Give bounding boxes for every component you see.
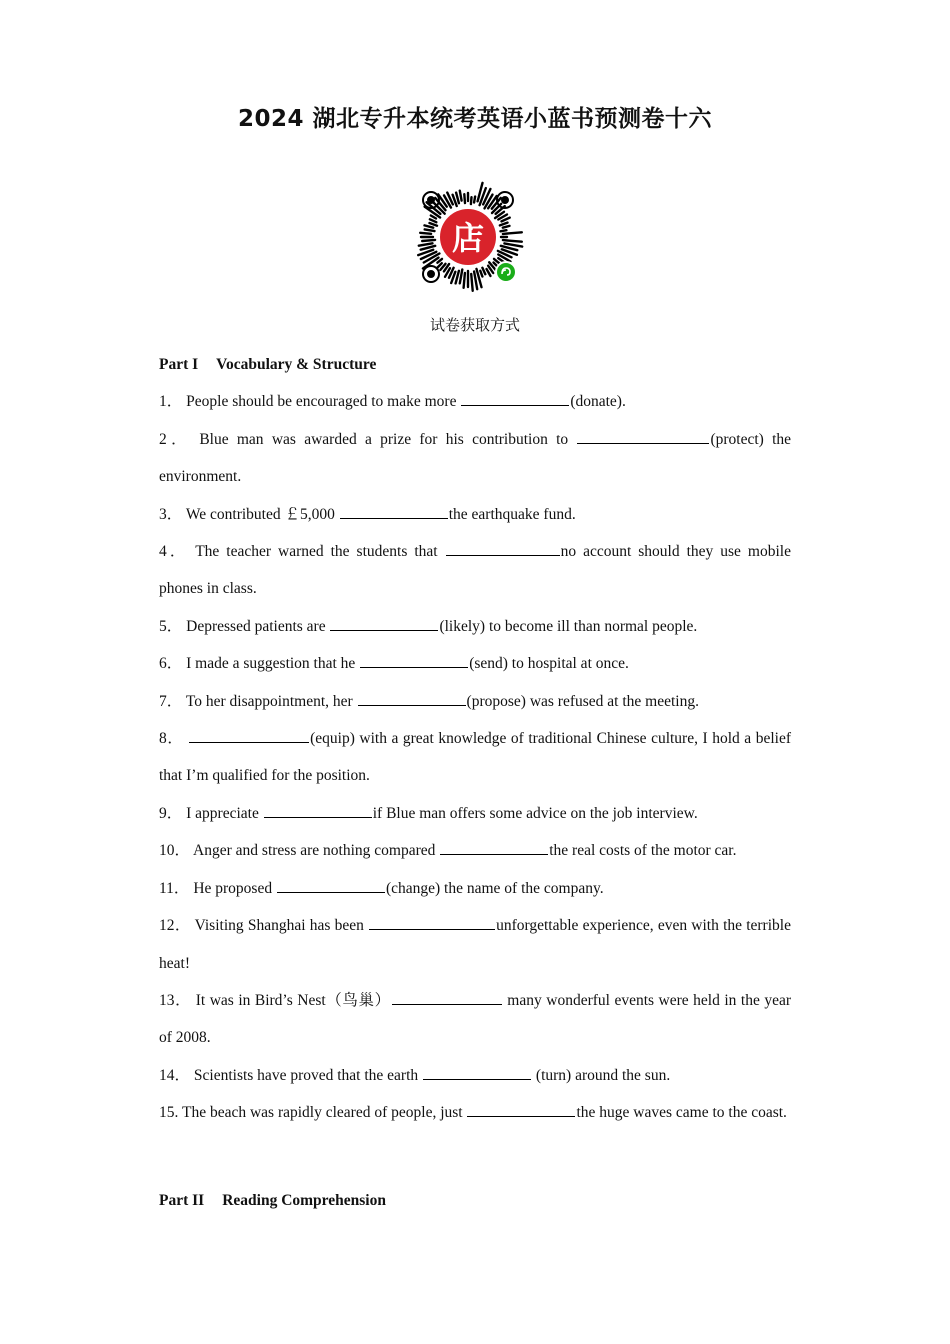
answer-blank[interactable]: [467, 1102, 575, 1117]
qr-ray: [471, 197, 472, 204]
qr-ray: [482, 268, 485, 274]
question-text-after: (protect) the environment.: [159, 430, 792, 486]
question-number: 3．: [159, 505, 183, 523]
question-text-before: Anger and stress are nothing compared: [193, 842, 440, 860]
qr-ray: [460, 270, 463, 284]
answer-blank[interactable]: [392, 990, 502, 1005]
qr-ray: [456, 193, 459, 204]
question-text-after: the huge waves came to the coast.: [576, 1104, 787, 1122]
question-item: [159, 1057, 791, 1094]
question-text-before: The teacher warned the students that: [195, 543, 445, 561]
answer-blank[interactable]: [423, 1065, 531, 1080]
question-text-before: I appreciate: [186, 804, 263, 822]
question-item: [159, 982, 791, 1057]
part1-name: Vocabulary & Structure: [216, 356, 377, 373]
question-number: 12．: [159, 917, 191, 935]
qr-ray: [480, 271, 482, 277]
question-item: [159, 870, 791, 907]
answer-blank[interactable]: [277, 878, 385, 893]
question-text-after: many wonderful events were held in the year of 2008.: [159, 991, 792, 1047]
answer-blank[interactable]: [330, 616, 438, 631]
question-text-before: I made a suggestion that he: [186, 655, 360, 673]
answer-blank[interactable]: [264, 803, 372, 818]
qr-ray: [503, 232, 522, 234]
question-item: [159, 1094, 791, 1131]
qr-ray: [504, 243, 522, 246]
qr-ray: [422, 240, 435, 241]
part2-heading: [159, 1182, 791, 1219]
answer-blank[interactable]: [360, 653, 468, 668]
question-number: 11．: [159, 879, 190, 897]
document-title: 2024 湖北专升本统考英语小蓝书预测卷十六: [237, 106, 713, 132]
question-item: [159, 421, 791, 496]
part1-heading: [159, 346, 791, 383]
question-number: 7．: [159, 692, 183, 710]
question-text-before: It was in Bird’s Nest（鸟巢）: [195, 991, 391, 1009]
qr-caption: 试卷获取方式: [429, 316, 520, 334]
qr-ray: [460, 191, 462, 201]
question-text-after: if Blue man offers some advice on the job interview.: [372, 804, 698, 822]
qr-ray: [503, 240, 522, 242]
question-number: 14．: [159, 1066, 191, 1084]
question-text-before: The beach was rapidly cleared of people, just: [181, 1104, 467, 1122]
question-text-before: Depressed patients are: [186, 617, 330, 635]
question-text-after: the real costs of the motor car.: [549, 842, 737, 860]
qr-ray: [419, 243, 433, 245]
question-item: [159, 383, 791, 420]
answer-blank[interactable]: [440, 840, 548, 855]
exam-body: [159, 346, 791, 1219]
question-item: [159, 608, 791, 645]
question-text-after: (likely) to become ill than normal people.: [439, 617, 698, 635]
question-text-after: (turn) around the sun.: [532, 1066, 671, 1084]
question-number: 8．: [159, 730, 184, 748]
qr-ray: [430, 223, 438, 226]
question-text-after: (change) the name of the company.: [385, 879, 604, 897]
qr-ray: [430, 219, 436, 222]
qr-logo-glyph: 店: [451, 219, 485, 257]
question-item: [159, 645, 791, 682]
question-text-before: He proposed: [193, 879, 276, 897]
question-item: [159, 795, 791, 832]
answer-blank[interactable]: [577, 429, 709, 444]
question-text-before: People should be encouraged to make more: [186, 393, 461, 411]
part1-label: Part I: [159, 356, 199, 373]
question-number: 5．: [159, 617, 183, 635]
question-text-before: Visiting Shanghai has been: [194, 917, 369, 935]
qr-ray: [500, 223, 508, 226]
question-number: 13．: [159, 991, 192, 1009]
part2-label: Part II: [159, 1191, 205, 1209]
qr-ray: [503, 226, 510, 228]
question-item: [159, 496, 791, 533]
question-number: 10．: [159, 842, 191, 860]
qr-ray: [431, 216, 436, 219]
answer-blank[interactable]: [461, 391, 569, 406]
answer-blank[interactable]: [358, 691, 466, 706]
answer-blank[interactable]: [369, 915, 495, 930]
question-item: [159, 832, 791, 869]
qr-ray: [501, 230, 507, 231]
question-item: [159, 907, 791, 982]
question-item: [159, 533, 791, 608]
qr-ray: [471, 274, 473, 291]
question-item: [159, 720, 791, 795]
mini-program-icon: [496, 262, 516, 282]
question-text-after: (equip) with a great knowledge of traditional Chinese culture, I hold a belief that I’m qualified for the position.: [159, 730, 791, 785]
question-text-after: (send) to hospital at once.: [469, 655, 629, 673]
qr-code-image: [409, 178, 527, 296]
question-number: 4．: [159, 543, 189, 561]
answer-blank[interactable]: [189, 728, 309, 743]
question-number: 15.: [159, 1104, 179, 1122]
answer-blank[interactable]: [340, 504, 448, 519]
question-text-after: no account should they use mobile phones in class.: [159, 543, 791, 598]
question-text-before: To her disappointment, her: [185, 692, 357, 710]
question-number: 6．: [159, 655, 183, 673]
question-text-after: unforgettable experience, even with the terrible heat!: [159, 917, 791, 972]
qr-ray: [464, 194, 465, 203]
question-text-before: We contributed ￡5,000: [185, 505, 339, 523]
qr-finder-bottom-left: [423, 266, 439, 282]
qr-ray: [464, 273, 465, 288]
question-text-before: Blue man was awarded a prize for his contribution to: [199, 430, 577, 448]
question-number: 1．: [159, 393, 183, 411]
qr-ray: [425, 225, 434, 227]
question-text-after: (propose) was refused at the meeting.: [466, 692, 699, 710]
question-text-after: the earthquake fund.: [448, 505, 576, 523]
part2-name: Reading Comprehension: [222, 1191, 386, 1209]
question-text-after: (donate).: [570, 393, 626, 411]
question-number: 2．: [159, 430, 192, 448]
qr-ray: [425, 229, 435, 231]
question-text-before: Scientists have proved that the earth: [193, 1066, 423, 1084]
question-number: 9．: [159, 804, 183, 822]
qr-ray: [474, 197, 475, 203]
question-item: [159, 683, 791, 720]
qr-ray: [420, 233, 431, 234]
answer-blank[interactable]: [446, 541, 560, 556]
